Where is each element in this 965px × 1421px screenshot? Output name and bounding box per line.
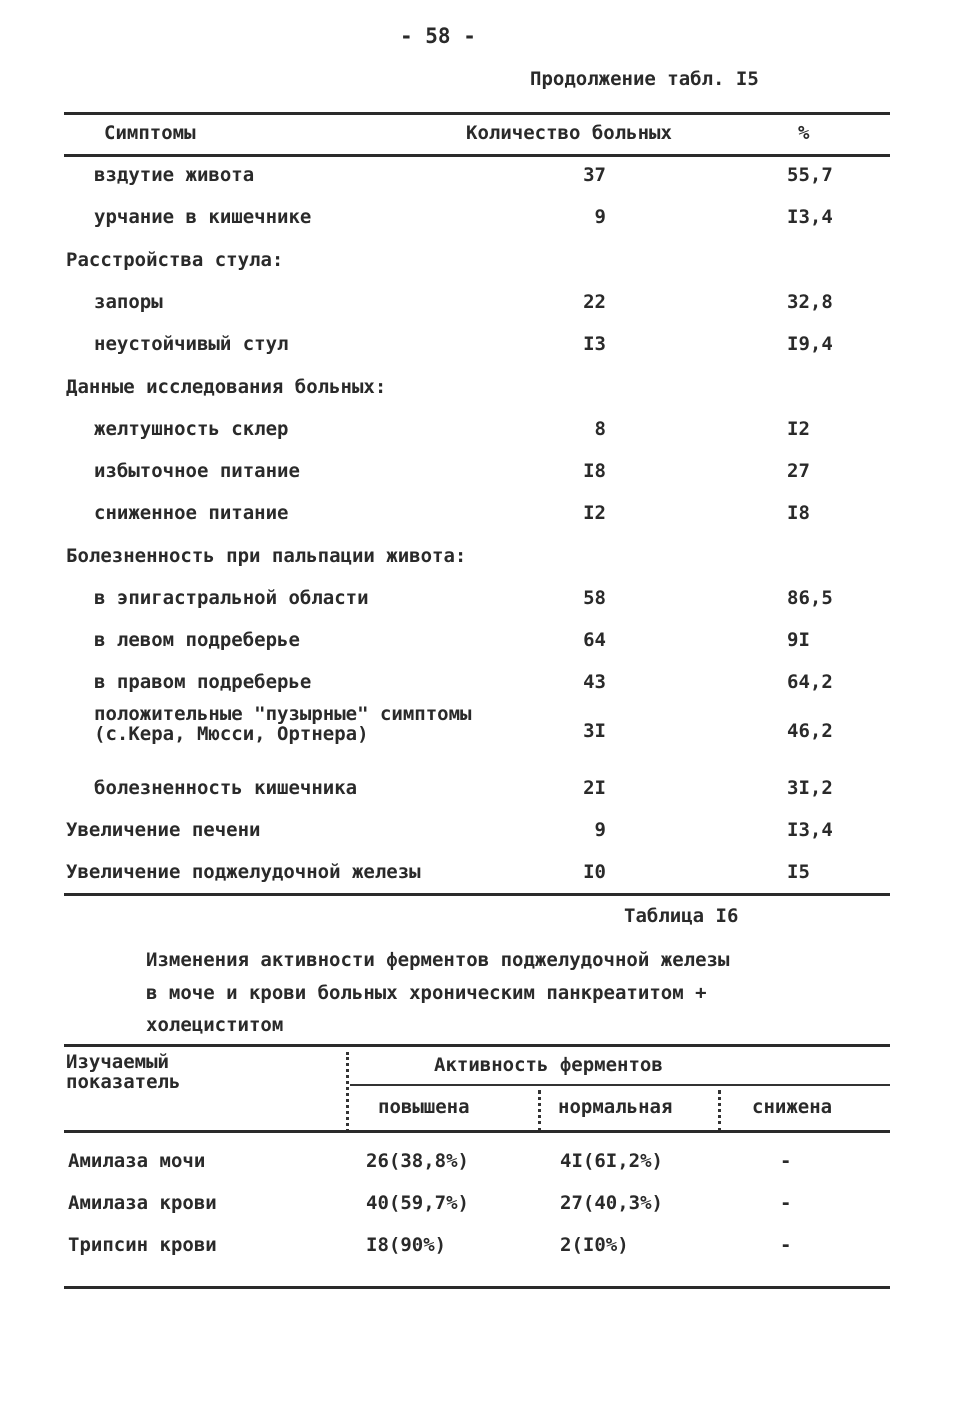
table15-row	[0, 861, 965, 897]
table16-normal: 2(I0%)	[560, 1234, 629, 1256]
table15-header-count: Количество больных	[466, 122, 672, 144]
table15-count: 22	[583, 291, 606, 313]
table15-percent: I8	[787, 502, 810, 524]
table15-symptom: избыточное питание	[94, 460, 300, 482]
table15-symptom: желтушность склер	[94, 418, 289, 440]
table15-percent: I3,4	[787, 819, 833, 841]
table15-count: 58	[583, 587, 606, 609]
table16-row	[0, 1192, 965, 1228]
table15-symptom: урчание в кишечнике	[94, 206, 312, 228]
table16-increased: I8(90%)	[366, 1234, 447, 1256]
table15-symptom: Расстройства стула:	[66, 249, 284, 271]
table16-col-divider-1	[346, 1052, 349, 1132]
table16-indicator: Трипсин крови	[68, 1234, 217, 1256]
table16-indicator: Амилаза крови	[68, 1192, 217, 1214]
table15-percent: I5	[787, 861, 810, 883]
table15-symptom: болезненность кишечника	[94, 777, 358, 799]
table15-row	[0, 206, 965, 242]
table15-row	[0, 777, 965, 813]
table16-row	[0, 1150, 965, 1186]
table15-row	[0, 502, 965, 538]
table15-row	[0, 164, 965, 200]
table16-top-rule	[64, 1044, 890, 1047]
table15-count: 2I	[583, 777, 606, 799]
table15-symptom: в левом подреберье	[94, 629, 300, 651]
table15-percent: 46,2	[787, 720, 833, 742]
table16-label: Таблица I6	[624, 905, 739, 927]
table15-percent: 32,8	[787, 291, 833, 313]
table15-count: 9	[594, 819, 606, 841]
table15-count: 8	[594, 418, 606, 440]
table16-header-indicator	[66, 1052, 180, 1092]
table15-count: 43	[583, 671, 606, 693]
table16-row	[0, 1234, 965, 1270]
table16-bottom-rule	[64, 1286, 890, 1289]
table16-caption-line-1: Изменения активности ферментов поджелудочной железы	[146, 949, 730, 971]
table15-percent: I2	[787, 418, 810, 440]
table15-row	[0, 545, 965, 581]
table16-increased: 40(59,7%)	[366, 1192, 469, 1214]
table15-count: I0	[583, 861, 606, 883]
table15-percent: 3I,2	[787, 777, 833, 799]
table15-percent: 27	[787, 460, 810, 482]
table15-symptom	[94, 704, 472, 744]
table16-col-divider-3	[718, 1090, 721, 1132]
table15-count: I3	[583, 333, 606, 355]
table15-symptom-line1: положительные "пузырные" симптомы	[94, 703, 472, 725]
table16-header-activity: Активность ферментов	[434, 1054, 663, 1076]
table16-header-increased: повышена	[378, 1096, 470, 1118]
table16-normal: 27(40,3%)	[560, 1192, 663, 1214]
table15-bottom-rule	[64, 893, 890, 896]
table15-count: 37	[583, 164, 606, 186]
table15-row	[0, 460, 965, 496]
table16-header-indicator-line1: Изучаемый	[66, 1051, 169, 1073]
table15-top-rule	[64, 112, 890, 115]
table15-percent: 9I	[787, 629, 810, 651]
table16-indicator: Амилаза мочи	[68, 1150, 206, 1172]
table16-col-divider-2	[538, 1090, 541, 1132]
table15-percent: 86,5	[787, 587, 833, 609]
table15-count: 3I	[583, 720, 606, 742]
table15-row	[0, 629, 965, 665]
table15-symptom: Увеличение поджелудочной железы	[66, 861, 421, 883]
table15-row	[0, 249, 965, 285]
table16-header-normal: нормальная	[558, 1096, 673, 1118]
table15-symptom: сниженное питание	[94, 502, 289, 524]
table15-row	[0, 291, 965, 327]
table15-symptom: неустойчивый стул	[94, 333, 289, 355]
table15-symptom: вздутие живота	[94, 164, 255, 186]
table15-percent: I9,4	[787, 333, 833, 355]
table15-row	[0, 671, 965, 707]
table16-subheader-rule	[350, 1084, 890, 1086]
table16-increased: 26(38,8%)	[366, 1150, 469, 1172]
table15-percent: 64,2	[787, 671, 833, 693]
table15-symptom-line2: (с.Кера, Мюсси, Ортнера)	[94, 723, 369, 745]
table16-decreased: -	[780, 1234, 792, 1256]
table15-symptom: в правом подреберье	[94, 671, 312, 693]
page-number: - 58 -	[400, 24, 476, 48]
table16-caption-line-2: в моче и крови больных хроническим панкреатитом +	[146, 982, 707, 1004]
table15-count: 9	[594, 206, 606, 228]
table16-normal: 4I(6I,2%)	[560, 1150, 663, 1172]
table16-decreased: -	[780, 1150, 792, 1172]
table15-symptom: запоры	[94, 291, 163, 313]
table15-row	[0, 819, 965, 855]
table16-header-rule	[64, 1130, 890, 1133]
table15-symptom: Данные исследования больных:	[66, 376, 387, 398]
table16-decreased: -	[780, 1192, 792, 1214]
table15-count: I8	[583, 460, 606, 482]
table15-symptom: Увеличение печени	[66, 819, 261, 841]
table15-symptom: Болезненность при пальпации живота:	[66, 545, 467, 567]
table15-count: 64	[583, 629, 606, 651]
continuation-title: Продолжение табл. I5	[530, 68, 759, 90]
table15-percent: I3,4	[787, 206, 833, 228]
table15-header-percent: %	[798, 122, 810, 144]
table15-row	[0, 376, 965, 412]
table16-header-decreased: снижена	[752, 1096, 833, 1118]
table15-header-rule	[64, 154, 890, 157]
table15-row	[0, 703, 965, 750]
table15-symptom: в эпигастральной области	[94, 587, 369, 609]
table15-row	[0, 587, 965, 623]
table16-header-indicator-line2: показатель	[66, 1071, 181, 1093]
table15-count: I2	[583, 502, 606, 524]
table15-row	[0, 418, 965, 454]
table15-row	[0, 333, 965, 369]
table16-caption-line-3: холециститом	[146, 1014, 284, 1036]
table15-percent: 55,7	[787, 164, 833, 186]
table15-header-symptoms: Симптомы	[104, 122, 196, 144]
